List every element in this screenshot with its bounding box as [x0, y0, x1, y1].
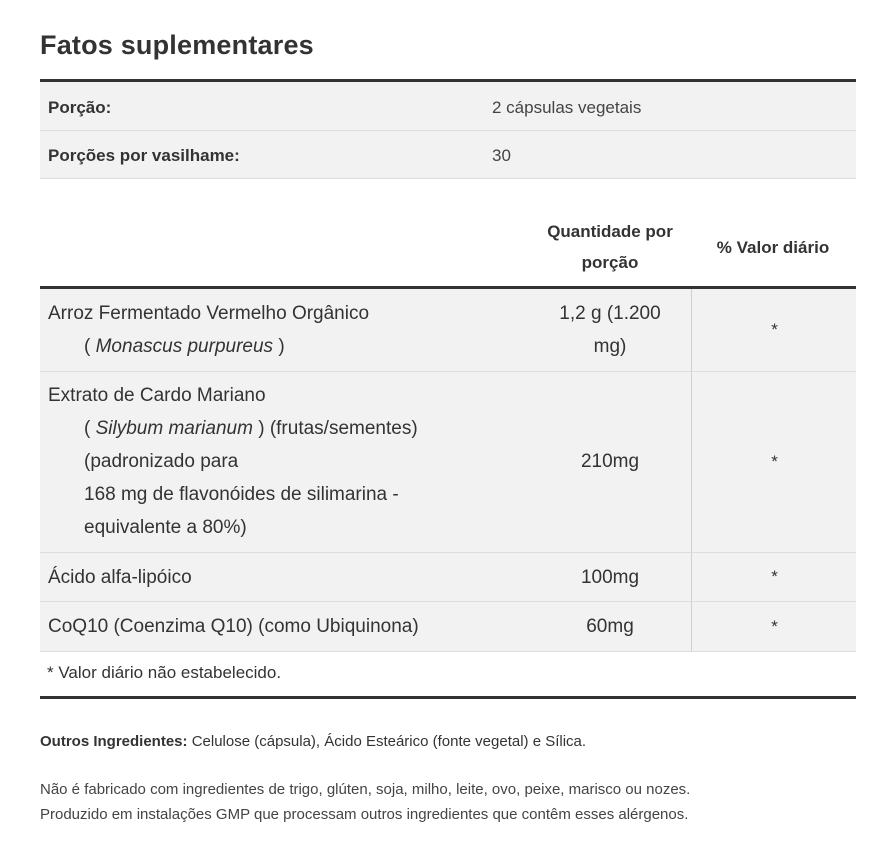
- ingredient-amount: 60mg: [586, 616, 634, 637]
- ingredient-daily-value: *: [691, 372, 857, 552]
- table-row: [40, 602, 856, 652]
- table-row: [40, 372, 856, 553]
- ingredient-name: Extrato de Cardo Mariano ( Silybum marianum ) (frutas/sementes) (padronizado para 168 mg de flavonóides de silimarina - equivalente a 80%): [48, 385, 418, 538]
- bottom-rule: [40, 696, 856, 699]
- ingredient-daily-value: *: [691, 602, 857, 651]
- amount-per-serving-header: [530, 216, 690, 278]
- table-row: [40, 553, 856, 602]
- ingredient-amount: 100mg: [580, 567, 640, 588]
- other-ingredients: [40, 733, 586, 750]
- ingredient-name: CoQ10 (Coenzima Q10) (como Ubiquinona): [48, 616, 419, 637]
- serving-size-value: 2 cápsulas vegetais: [492, 98, 642, 117]
- serving-size-label: Porção:: [48, 98, 112, 117]
- latin-name: Silybum marianum: [95, 418, 253, 439]
- ingredient-daily-value: *: [691, 553, 857, 601]
- ingredient-name: Ácido alfa-lipóico: [48, 567, 192, 588]
- page-title: Fatos suplementares: [40, 30, 314, 60]
- other-ingredients-label: Outros Ingredientes:: [40, 733, 188, 750]
- daily-value-header: % Valor diário: [716, 238, 830, 257]
- table-row: [40, 289, 856, 372]
- allergen-statement: [40, 777, 840, 827]
- ingredient-amount: 210mg: [580, 451, 640, 472]
- ingredient-amount: 1,2 g (1.200 mg): [559, 303, 661, 357]
- servings-per-container-label: Porções por vasilhame:: [48, 146, 240, 165]
- allergen-line-1: Não é fabricado com ingredientes de trigo, glúten, soja, milho, leite, ovo, peixe, marisco ou nozes.: [40, 781, 691, 798]
- latin-name: Monascus purpureus: [95, 336, 274, 357]
- ingredient-name: Arroz Fermentado Vermelho Orgânico ( Monascus purpureus ): [48, 303, 370, 357]
- servings-per-container-row: [40, 131, 856, 179]
- other-ingredients-text: Celulose (cápsula), Ácido Esteárico (fonte vegetal) e Sílica.: [187, 733, 587, 750]
- daily-value-footnote: * Valor diário não estabelecido.: [47, 663, 282, 682]
- amount-header-line2: porção: [581, 253, 639, 272]
- allergen-line-2: Produzido em instalações GMP que processam outros ingredientes que contêm esses alérgenos.: [40, 806, 689, 823]
- servings-per-container-value: 30: [492, 146, 511, 165]
- amount-header-line1: Quantidade por: [547, 222, 673, 241]
- serving-size-row: [40, 82, 856, 131]
- ingredient-daily-value: *: [691, 289, 857, 371]
